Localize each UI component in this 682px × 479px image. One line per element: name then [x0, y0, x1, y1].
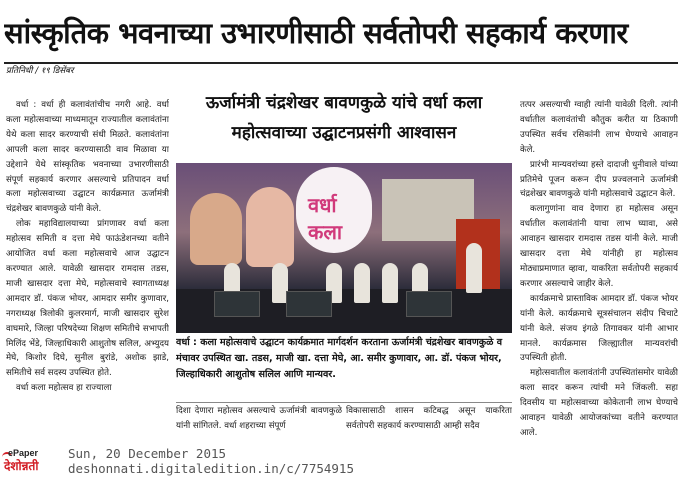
photo-person [354, 263, 370, 303]
left-column [6, 98, 169, 440]
photo-loudspeaker [406, 291, 452, 317]
paragraph: कलागुणांना वाव देणारा हा महोत्सव असून वर्धातील कलावंतांनी याचा लाभ घ्यावा, असे आवाहन खासदार रामदास तडस यांनी केले. माजी खासदार दत्ता मेघे यांनीही हा महोत्सव मोठ्याप्रमाणात व्हावा, याकरिता सर्वतोपरी सहकार्य करणार असल्याचे जाहीर केले. [520, 204, 678, 289]
logo-line-2: देशोन्नती [4, 459, 39, 473]
photo-caption: वर्धा : कला महोत्सवाचे उद्घाटन कार्यक्रमात मार्गदर्शन करताना ऊर्जामंत्री चंद्रशेखर बावणकुळे व मंचावर उपस्थित खा. तडस, माजी खा. दत्ता मेघे, आ. समीर कुणावार, आ. डॉ. पंकज भोयर, जिल्हाधिकारी आशुतोष सलिल आणि मान्यवर. [176, 337, 503, 380]
epaper-logo[interactable] [2, 448, 60, 476]
paragraph: दिशा देणारा महोत्सव असल्याचे ऊर्जामंत्री बावणकुळे यांनी सांगितले. वर्धा शहराच्या संपूर्ण [176, 406, 342, 431]
photo-banner-portrait [246, 187, 294, 267]
dateline: प्रतिनिधी / १९ डिसेंबर [6, 66, 74, 76]
photo-person [382, 263, 398, 303]
festival-logo [296, 167, 372, 253]
photo-banner-portrait [190, 193, 242, 265]
photo-speaker-person [466, 243, 482, 293]
paragraph: कार्यक्रमाचे प्रास्ताविक आमदार डॉ. पंकज भोयर यांनी केले. कार्यक्रमाचे सूत्रसंचालन संदीप चिचाटे यांनी केले. संजय इंगळे तिगावकर यांनी आभार मानले. कार्यक्रमास जिल्ह्यातील मान्यवरांची उपस्थिती होती. [520, 293, 678, 364]
paragraph: विकासासाठी शासन कटिबद्ध असून याकरिता सर्वतोपरी सहकार्य करण्यासाठी आम्ही सदैव [346, 406, 512, 431]
paragraph: प्रारंभी मान्यवरांच्या हस्ते दादाजी धुनीवाले यांच्या प्रतिमेचे पूजन करून दीप प्रज्वलनाने ऊर्जामंत्री चंद्रशेखर बावणकुळे यांनी महोत्सवाचे उद्घाटन केले. [520, 159, 678, 200]
bottom-column-2 [346, 404, 512, 442]
bottom-column-1 [176, 404, 342, 442]
headline-rule [4, 62, 678, 64]
festival-logo-text: वर्धा कला [308, 193, 343, 244]
paragraph: तत्पर असल्याची ग्वाही त्यांनी यावेळी दिली. त्यांनी वर्धातील कलावंतांची कौतुक करीत या ठिकाणी उपस्थित सर्वच रसिकांनी लाभ घेण्याचे आवाहन केले. [520, 100, 678, 155]
paragraph: लोक महाविद्यालयाच्या प्रांगणावर वर्धा कला महोत्सव समिती व दत्ता मेघे फाऊंडेशनच्या वतीने आयोजित वर्धा कला महोत्सवाचे आज उद्घाटन करण्यात आले. यावेळी खासदार रामदास तडस, माजी खासदार दत्ता मेघे, महोत्सवाचे स्वागताध्यक्ष आमदार डॉ. पंकज भोयर, आमदार समीर कुणावार, नगराध्यक्ष त्रिलोकी कुलरमार्ग, माजी खासदार सुरेश वाघमारे, जिल्हा परिषदेच्या शिक्षण समितीचे सभापती मिलिंद भेंडे, जिल्हाधिकारी आशुतोष सलिल, अभ्युदय मेघे, किशोर दिघे, सुनील बुरांडे, अशोक झाडे, समितीचे सर्व सदस्य उपस्थित होते. [6, 219, 169, 379]
paragraph: महोत्सवातील कलावंतांनी उपस्थितांसमोर यावेळी कला सादर करून त्यांची मने जिंकली. सहा दिवसीय या महोत्सवाच्या कोकेतानी लाभ घेण्याचे आवाहन यावेळी आयोजकांच्या वतीने करण्यात आले. [520, 368, 678, 438]
edition-url[interactable]: deshonnati.digitaledition.in/c/7754915 [68, 461, 354, 476]
subheadline: ऊर्जामंत्री चंद्रशेखर बावणकुळे यांचे वर्धा कला महोत्सवाच्या उद्घाटनप्रसंगी आश्वासन [205, 93, 483, 143]
event-photo [176, 163, 512, 333]
publication-date: Sun, 20 December 2015 [68, 446, 227, 461]
paragraph: वर्धा कला महोत्सव हा राज्याला [16, 383, 112, 394]
photo-loudspeaker [286, 291, 332, 317]
caption-rule [176, 402, 512, 403]
logo-line-1: ePaper [8, 448, 39, 458]
paragraph: वर्धा : वर्धा ही कलावंतांचीच नगरी आहे. वर्धा कला महोत्सवाच्या माध्यमातून राज्यातील कलावंतांना येथे कला सादर करण्याची संधी मिळते. कलावंतांना आपली कला सादर करण्यासाठी वाव मिळावा या उद्देशाने येथे सांस्कृतिक भवनाच्या उभारणीसाठी संपूर्ण सहकार्य करणार असल्याचे प्रतिपादन वर्धा कला महोत्सवाच्या उद्घाटन कार्यक्रमात ऊर्जामंत्री चंद्रशेखर बावणकुळे यांनी केले. [6, 100, 169, 215]
photo-loudspeaker [214, 291, 260, 317]
right-column [520, 98, 678, 440]
headline: सांस्कृतिक भवनाच्या उभारणीसाठी सर्वतोपरी सहकार्य करणार [4, 16, 628, 50]
